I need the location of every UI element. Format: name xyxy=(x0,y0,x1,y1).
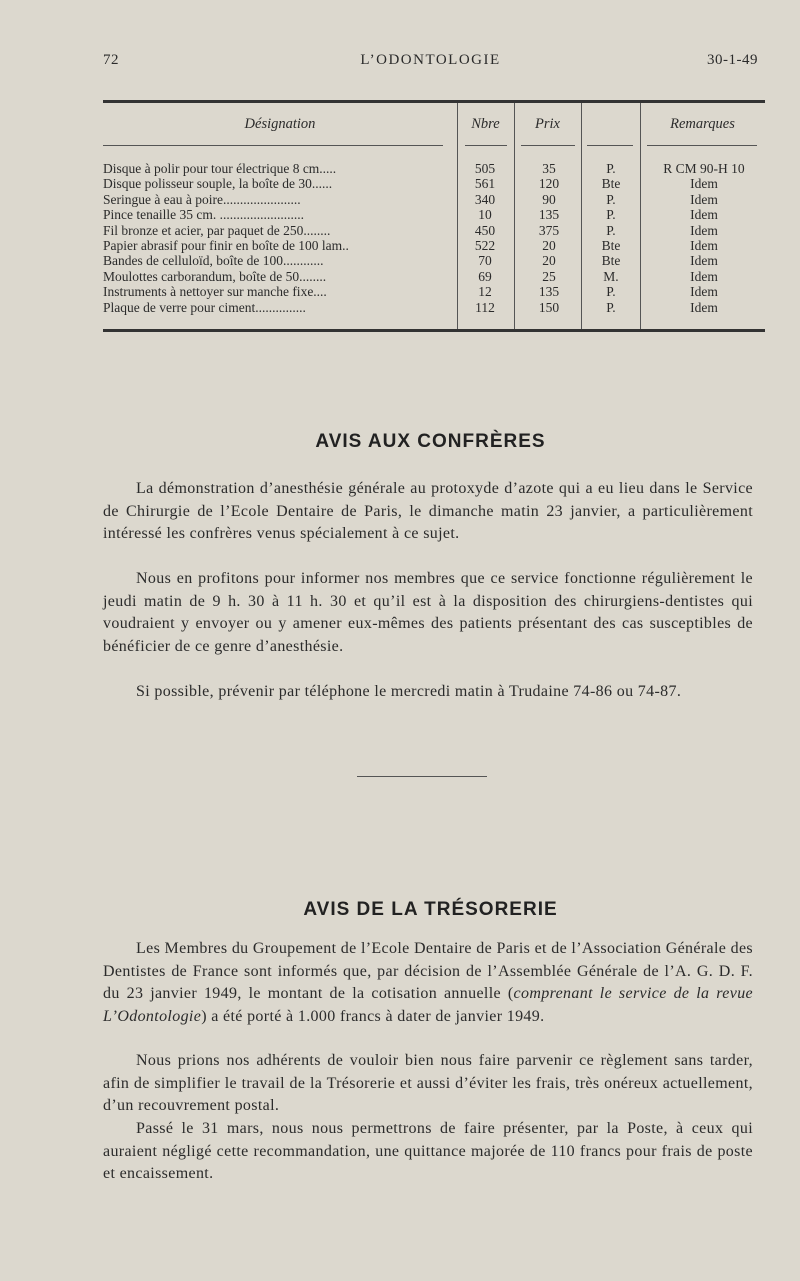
table-row xyxy=(103,161,765,176)
cell-unit: Bte xyxy=(601,253,621,269)
cell-prix: 375 xyxy=(538,222,560,238)
cell-unit: P. xyxy=(606,299,616,315)
cell-prix: 20 xyxy=(542,253,556,269)
paragraph-text: Les Membres du Groupement de l’Ecole Dentaire de Paris et de l’Association Générale des Dentistes de France sont informés que, par décision de l’Assemblée Générale de l’A. G. D. F. du 23 janvier 1949, le montant de la cotisation annuelle ( xyxy=(103,940,753,1002)
cell-designation: Bandes de celluloïd, boîte de 100............ xyxy=(103,253,324,269)
cell-unit: Bte xyxy=(601,237,621,253)
header-rule xyxy=(647,145,757,146)
header-rule xyxy=(521,145,575,146)
cell-remarques: Idem xyxy=(690,268,718,284)
cell-nbre: 505 xyxy=(474,161,496,176)
table-row xyxy=(103,238,765,253)
column-header-nbre: Nbre xyxy=(471,116,500,132)
cell-remarques: Idem xyxy=(690,207,718,223)
header-rule xyxy=(465,145,507,146)
paragraph: Nous prions nos adhérents de vouloir bien nous faire parvenir ce règlement sans tarder, afin de simplifier le travail de la Trésorerie et aussi d’éviter les frais, très onéreux actuellement, d’un recouvrement postal. xyxy=(103,1052,753,1114)
table-row xyxy=(103,207,765,222)
cell-unit: Bte xyxy=(601,176,621,192)
cell-nbre: 70 xyxy=(478,253,492,269)
running-header xyxy=(103,52,758,72)
table-row xyxy=(103,192,765,207)
page-number: 72 xyxy=(103,52,119,68)
cell-unit: M. xyxy=(603,268,619,284)
cell-designation: Disque polisseur souple, la boîte de 30...... xyxy=(103,176,333,192)
cell-prix: 90 xyxy=(542,191,556,207)
table-body xyxy=(103,161,765,315)
cell-prix: 135 xyxy=(538,284,560,300)
cell-designation: Disque à polir pour tour électrique 8 cm..... xyxy=(103,161,337,176)
cell-nbre: 12 xyxy=(478,284,492,300)
cell-nbre: 10 xyxy=(478,207,492,223)
section-separator xyxy=(357,776,487,777)
table-row xyxy=(103,300,765,315)
cell-designation: Moulottes carborandum, boîte de 50........ xyxy=(103,268,327,284)
cell-unit: P. xyxy=(606,191,616,207)
cell-prix: 35 xyxy=(542,161,556,176)
header-rule xyxy=(587,145,633,146)
cell-prix: 150 xyxy=(538,299,560,315)
table-row xyxy=(103,269,765,284)
paragraph xyxy=(103,938,753,1028)
cell-nbre: 450 xyxy=(474,222,496,238)
journal-title: L’ODONTOLOGIE xyxy=(360,52,501,68)
cell-designation: Fil bronze et acier, par paquet de 250........ xyxy=(103,222,331,238)
cell-designation: Seringue à eau à poire....................... xyxy=(103,191,301,207)
cell-remarques: Idem xyxy=(690,176,718,192)
cell-unit: P. xyxy=(606,207,616,223)
cell-remarques: Idem xyxy=(690,284,718,300)
cell-prix: 20 xyxy=(542,237,556,253)
paragraph-text: ) a été porté à 1.000 francs à dater de janvier 1949. xyxy=(201,1007,545,1025)
cell-unit: P. xyxy=(606,161,616,176)
cell-remarques: Idem xyxy=(690,253,718,269)
column-header-remarques: Remarques xyxy=(670,116,735,132)
table-row xyxy=(103,223,765,238)
cell-designation: Papier abrasif pour finir en boîte de 100 lam.. xyxy=(103,237,349,253)
paragraph: Passé le 31 mars, nous nous permettrons de faire présenter, par la Poste, à ceux qui auraient négligé cette recommandation, une quittance majorée de 110 francs pour frais de poste et encaissement. xyxy=(103,1120,753,1182)
paragraph: Nous en profitons pour informer nos membres que ce service fonctionne régulièrement le jeudi matin de 9 h. 30 à 11 h. 30 et qu’il est à la disposition des chirurgiens-dentistes qui voudraient y envoyer ou y amener eux-mêmes des patients présentant des cas susceptibles de bénéficier de ce genre d’anesthésie. xyxy=(103,570,753,655)
cell-remarques: Idem xyxy=(690,299,718,315)
cell-unit: P. xyxy=(606,284,616,300)
cell-nbre: 561 xyxy=(474,176,496,192)
cell-designation: Pince tenaille 35 cm. ......................... xyxy=(103,207,304,223)
paragraph: La démonstration d’anesthésie générale au protoxyde d’azote qui a eu lieu dans le Service de Chirurgie de l’Ecole Dentaire de Paris, le dimanche matin 23 janvier, a particulièrement intéressé les confrères venus spécialement à ce sujet. xyxy=(103,480,753,542)
cell-prix: 120 xyxy=(538,176,560,192)
section-title-tresorerie: AVIS DE LA TRÉSORERIE xyxy=(303,899,558,920)
cell-nbre: 522 xyxy=(474,237,496,253)
supplies-table xyxy=(103,100,765,332)
cell-designation: Instruments à nettoyer sur manche fixe.... xyxy=(103,284,327,300)
cell-unit: P. xyxy=(606,222,616,238)
cell-remarques: Idem xyxy=(690,237,718,253)
cell-remarques: R CM 90-H 10 xyxy=(663,161,745,176)
cell-prix: 135 xyxy=(538,207,560,223)
cell-designation: Plaque de verre pour ciment............... xyxy=(103,299,306,315)
cell-nbre: 69 xyxy=(478,268,492,284)
cell-remarques: Idem xyxy=(690,222,718,238)
cell-remarques: Idem xyxy=(690,191,718,207)
paragraph: Si possible, prévenir par téléphone le mercredi matin à Trudaine 74-86 ou 74-87. xyxy=(136,683,682,700)
cell-prix: 25 xyxy=(542,268,556,284)
cell-nbre: 112 xyxy=(475,299,495,315)
section-title-confreres: AVIS AUX CONFRÈRES xyxy=(315,431,546,452)
column-header-prix: Prix xyxy=(535,116,560,132)
italic-text: comprenant le service de la revue L’Odontologie xyxy=(103,985,753,1025)
cell-nbre: 340 xyxy=(474,191,496,207)
table-row xyxy=(103,284,765,299)
table-row xyxy=(103,176,765,191)
table-row xyxy=(103,253,765,268)
column-header-designation: Désignation xyxy=(244,116,316,132)
header-rule xyxy=(103,145,443,146)
issue-date: 30-1-49 xyxy=(707,52,758,68)
